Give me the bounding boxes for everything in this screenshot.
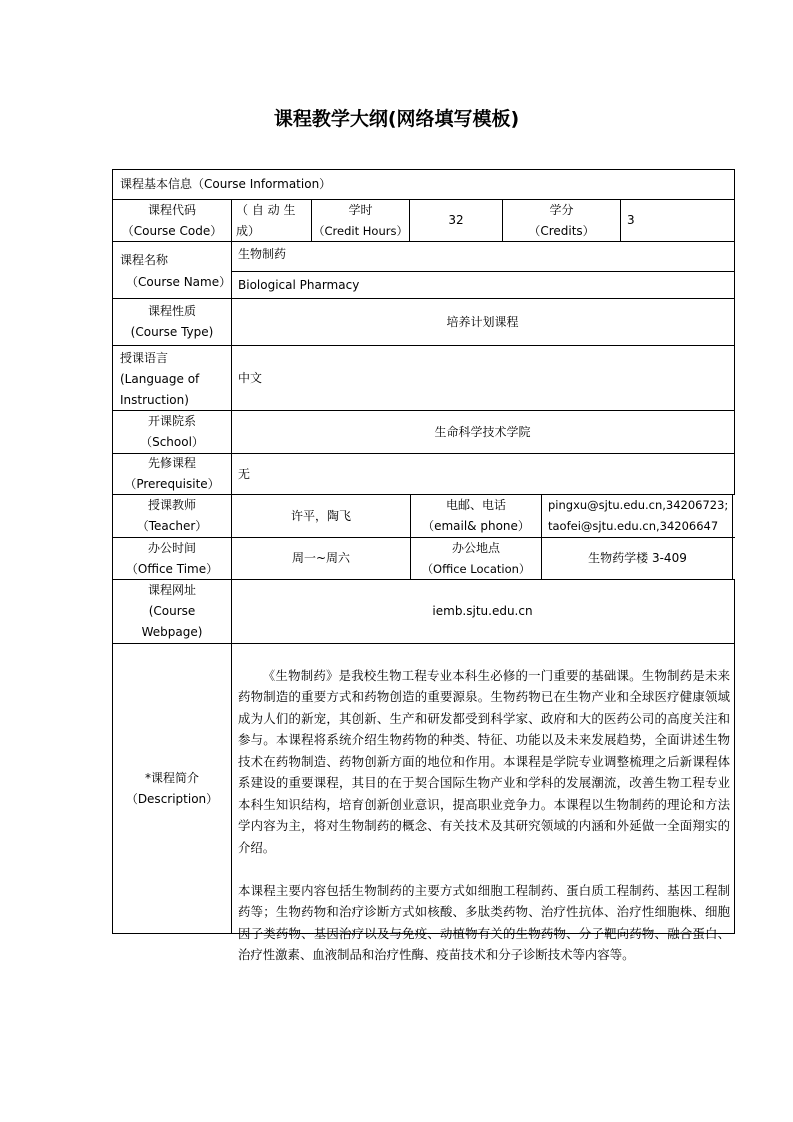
prerequisite-value: 无	[238, 466, 251, 481]
credit-hours-cn: 学时	[348, 202, 373, 217]
office-location-value: 生物药学楼 3-409	[588, 551, 687, 565]
course-name-en-value: Biological Pharmacy	[238, 277, 360, 292]
office-time-value: 周一~周六	[291, 551, 351, 565]
contact-line2: taofei@sjtu.edu.cn,34206647	[548, 519, 719, 533]
course-name-en: （Course Name）	[126, 275, 232, 289]
col-divider	[734, 579, 735, 934]
course-code-cn: 课程代码	[147, 202, 196, 217]
teacher-en: （Teacher）	[136, 519, 208, 533]
language-cn: 授课语言	[120, 351, 169, 365]
course-code-value-line2: 成）	[236, 224, 261, 238]
contact-line1: pingxu@sjtu.edu.cn,34206723;	[548, 498, 729, 512]
description-en: （Description）	[125, 791, 219, 806]
credits-cn: 学分	[549, 202, 574, 217]
credit-hours-en: （Credit Hours）	[313, 223, 408, 238]
office-location-label	[411, 538, 541, 579]
webpage-value: iemb.sjtu.edu.cn	[432, 604, 533, 618]
contact-label	[411, 495, 541, 537]
contact-en: （email& phone）	[422, 519, 530, 533]
credits-value: 3	[627, 213, 635, 227]
webpage-en2: Webpage)	[141, 625, 203, 639]
course-type-value: 培养计划课程	[446, 314, 519, 329]
office-time-en: （Office Time）	[125, 561, 219, 576]
teacher-label	[113, 495, 231, 537]
prerequisite-label	[113, 454, 231, 494]
course-info-label: 课程基本信息（Course Information）	[120, 177, 332, 191]
credit-hours-value: 32	[448, 213, 464, 227]
office-location-en: （Office Location）	[421, 561, 531, 576]
teacher-cn: 授课教师	[147, 498, 196, 512]
prerequisite-en: （Prerequisite）	[124, 477, 220, 491]
credits-label	[503, 200, 620, 241]
description-label	[113, 644, 231, 933]
webpage-label	[113, 580, 231, 643]
course-name-label	[113, 242, 231, 298]
school-cn: 开课院系	[147, 414, 196, 428]
contact-value	[542, 495, 733, 537]
school-en: （School）	[140, 435, 204, 449]
description-paragraph-2: 本课程主要内容包括生物制药的主要方式如细胞工程制药、蛋白质工程制药、基因工程制药等；生物药物和治疗诊断方式如核酸、多肽类药物、治疗性抗体、治疗性细胞株、细胞因子类药物、基因治疗以及与免疫、动植物有关的生物药物、分子靶向药物、融合蛋白、治疗性激素、血液制品和治疗性酶、疫苗技术和分子诊断技术等内容等。	[238, 882, 730, 962]
course-name-cn-value: 生物制药	[238, 247, 287, 261]
course-type-cn: 课程性质	[147, 304, 196, 318]
course-code-value-line1: （ 自 动 生	[236, 203, 296, 217]
school-label	[113, 411, 231, 453]
office-time-label	[113, 538, 231, 579]
prerequisite-cn: 先修课程	[147, 456, 196, 470]
language-label	[113, 346, 231, 410]
course-type-label	[113, 299, 231, 345]
office-time-cn: 办公时间	[147, 540, 196, 555]
contact-cn: 电邮、电话	[445, 498, 506, 512]
course-code-value	[236, 200, 308, 241]
language-en2: Instruction)	[120, 393, 189, 407]
course-code-label	[113, 200, 231, 241]
description-paragraph-1: 《生物制药》是我校生物工程专业本科生必修的一门重要的基础课。生物制药是未来药物制造的重要方式和药物创造的重要源泉。生物药物已在生物产业和全球医疗健康领域成为人们的新宠，其创新、生产和研发都受到科学家、政府和大的医药公司的高度关注和参与。本课程将系统介绍生物药物的种类、特征、功能以及未来发展趋势，全面讲述生物技术在药物制造、药物创新方面的地位和作用。本课程是学院专业调整梳理之后新课程体系建设的重要课程，其目的在于契合国际生物产业和学科的发展潮流，改善生物工程专业本科生知识结构，培育创新创业意识，提高职业竞争力。本课程以生物制药的理论和方法学内容为主，将对生物制药的概念、有关技术及其研究领域的内涵和外延做一全面翔实的介绍。	[238, 667, 730, 855]
description-body	[238, 643, 730, 987]
course-info-header	[113, 170, 733, 199]
office-location-cn: 办公地点	[451, 540, 500, 555]
page-title: 课程教学大纲(网络填写模板)	[273, 108, 520, 130]
language-en1: (Language of	[120, 372, 200, 386]
webpage-en1: (Course	[148, 604, 196, 618]
col-divider	[734, 169, 735, 495]
course-type-en: (Course Type)	[130, 325, 214, 339]
description-cn: *课程简介	[144, 770, 199, 785]
language-value: 中文	[238, 370, 263, 385]
credits-en: （Credits）	[528, 223, 595, 238]
course-name-cn: 课程名称	[120, 253, 169, 267]
course-code-en: （Course Code）	[121, 223, 223, 238]
credit-hours-label	[312, 200, 409, 241]
teacher-value: 许平，陶飞	[290, 508, 351, 523]
webpage-cn: 课程网址	[147, 583, 196, 597]
school-value: 生命科学技术学院	[434, 424, 531, 439]
